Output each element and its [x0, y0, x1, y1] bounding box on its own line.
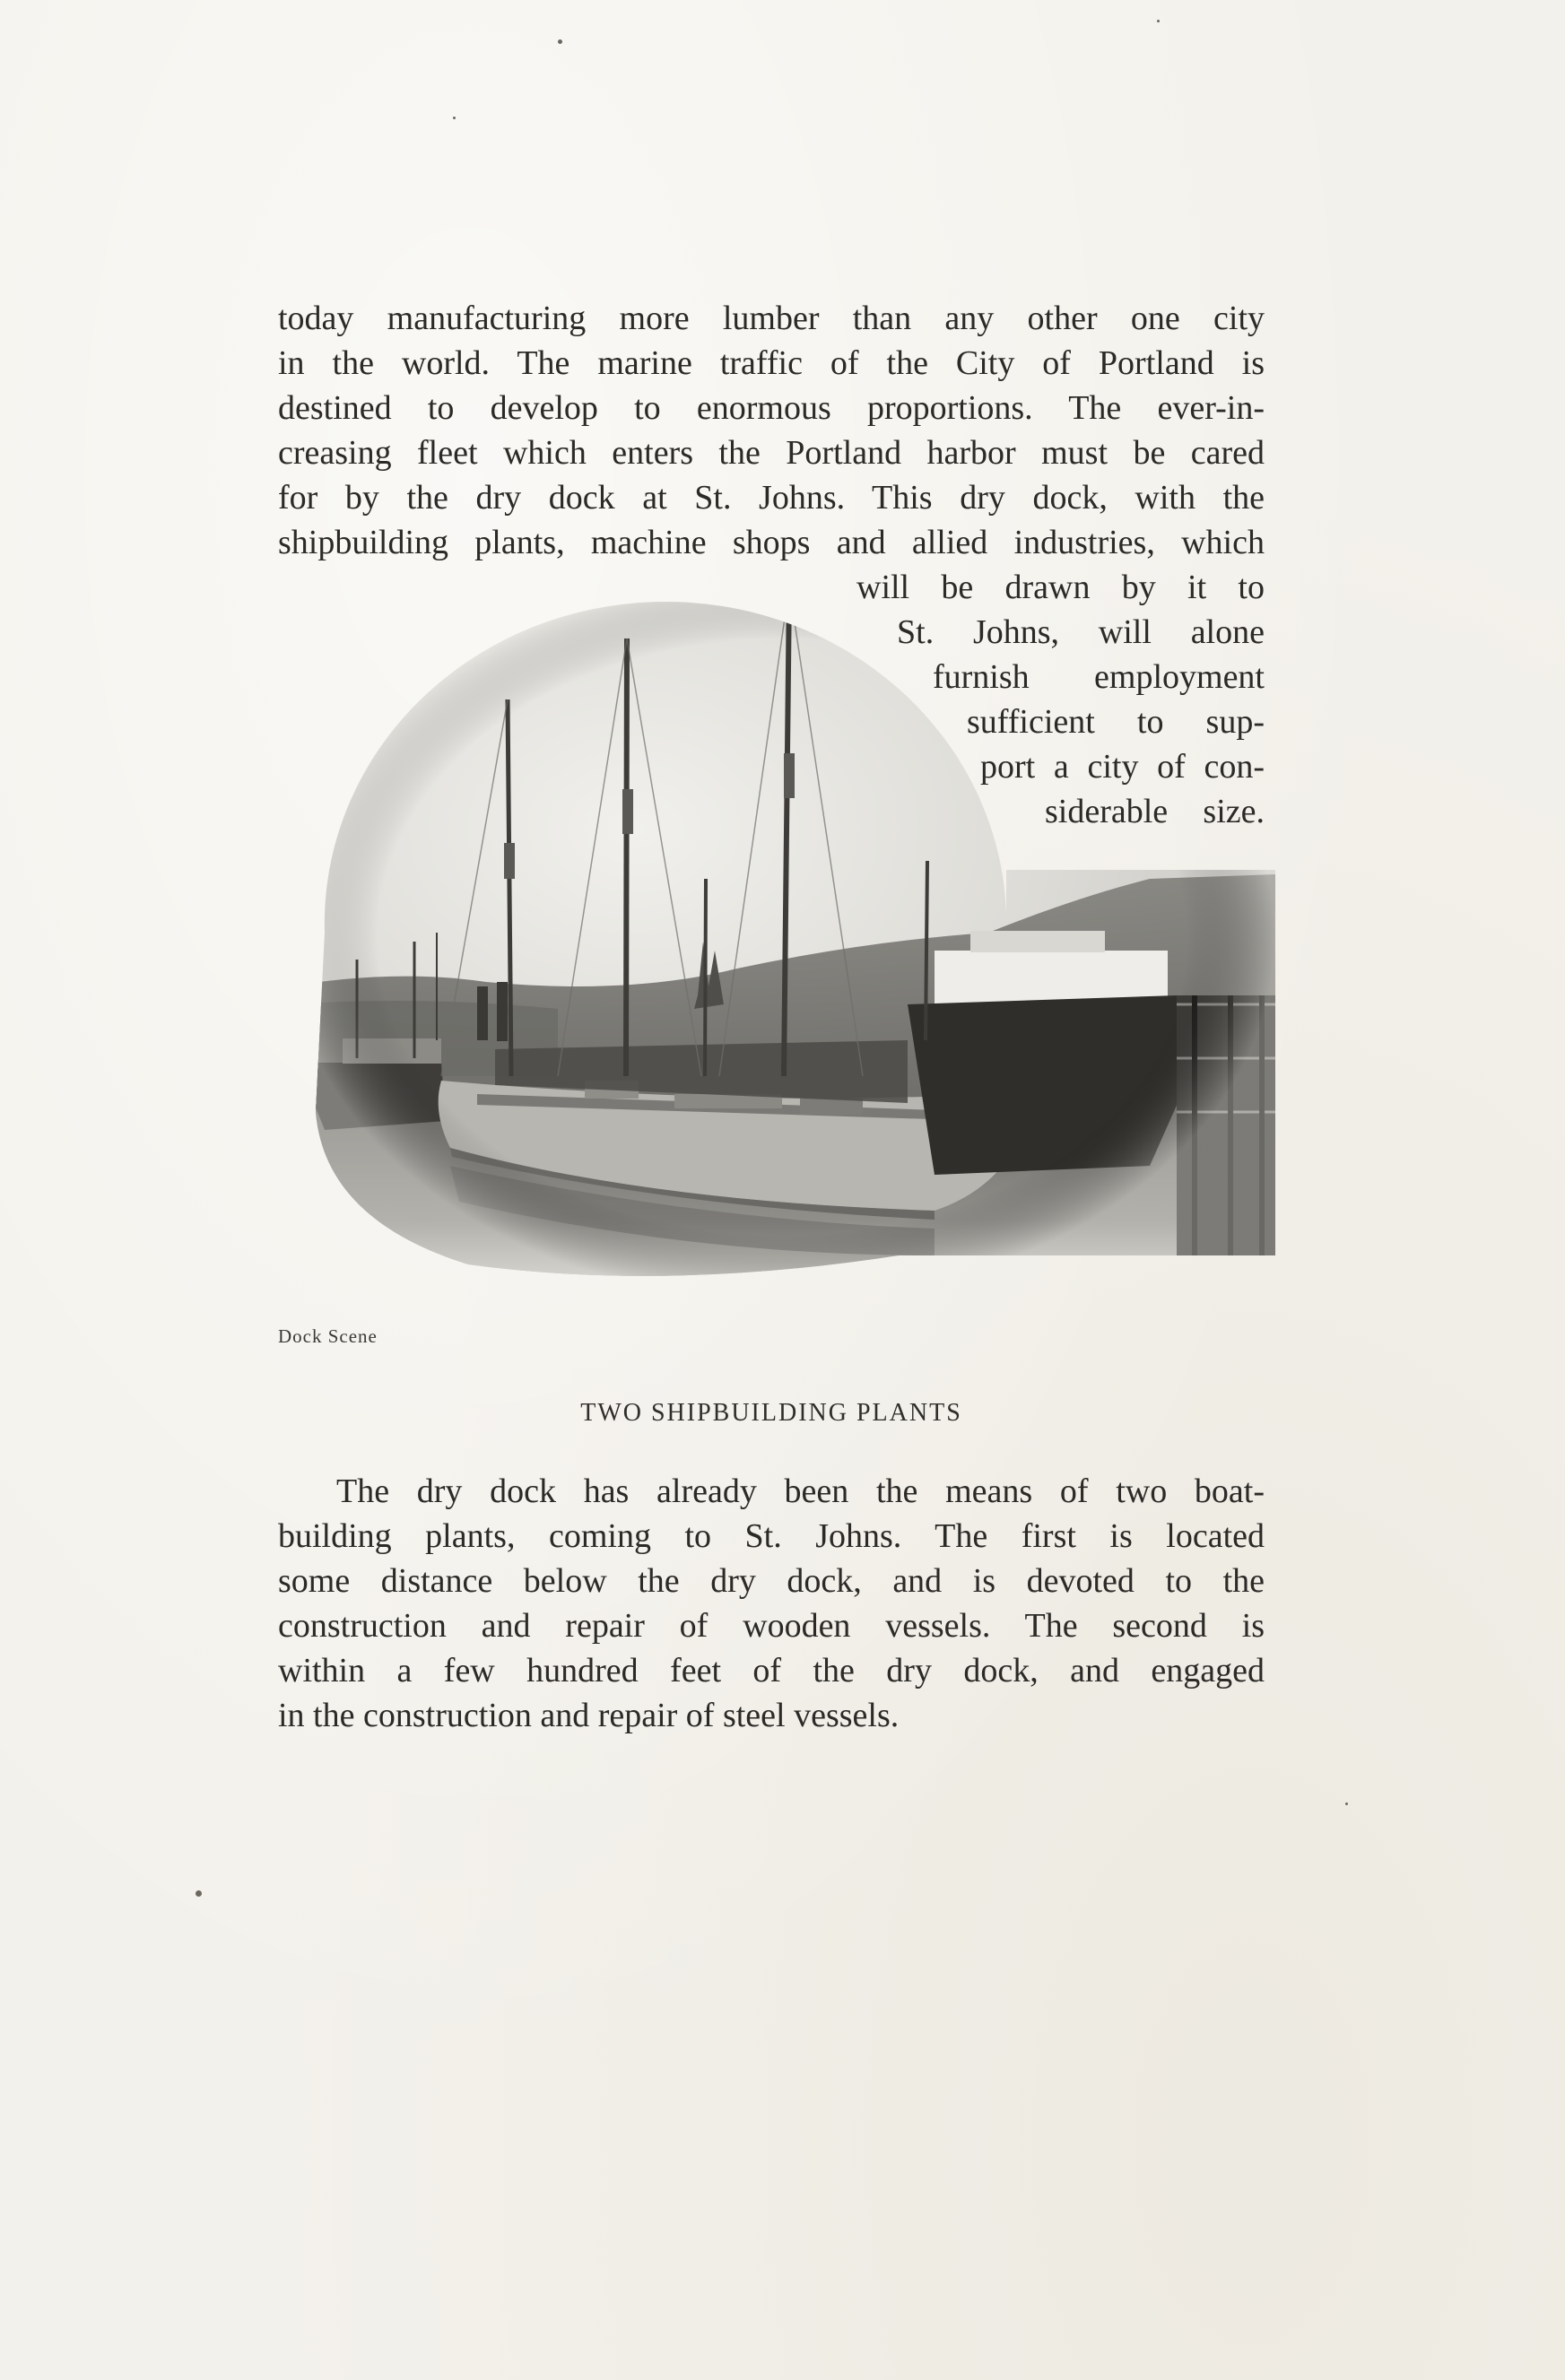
- paragraph-line: within a few hundred feet of the dry dock, and engaged: [278, 1652, 1265, 1689]
- wrapped-paragraph-line: port a city of con-: [980, 748, 1265, 786]
- paper-speck: [196, 1890, 202, 1897]
- wrapped-paragraph-line: St. Johns, will alone: [897, 613, 1265, 651]
- wrapped-paragraph-line: furnish employment: [933, 658, 1265, 696]
- paper-speck: [1157, 20, 1160, 22]
- paragraph-line: today manufacturing more lumber than any other one city: [278, 300, 1265, 337]
- paper-speck: [453, 117, 456, 119]
- paper-speck: [558, 39, 562, 44]
- paragraph-line: in the world. The marine traffic of the City of Portland is: [278, 344, 1265, 382]
- paragraph-line: destined to develop to enormous proportions. The ever-in-: [278, 389, 1265, 427]
- paragraph-line: some distance below the dry dock, and is devoted to the: [278, 1562, 1265, 1600]
- paragraph-line: creasing fleet which enters the Portland harbor must be cared: [278, 434, 1265, 472]
- wrapped-paragraph-line: sufficient to sup-: [967, 703, 1265, 741]
- paper-speck: [1345, 1802, 1348, 1805]
- paragraph-line: shipbuilding plants, machine shops and allied industries, which: [278, 524, 1265, 561]
- paragraph-line: The dry dock has already been the means of two boat-: [336, 1472, 1265, 1510]
- photo-caption: Dock Scene: [278, 1325, 378, 1347]
- paragraph-line: construction and repair of wooden vessels. The second is: [278, 1607, 1265, 1645]
- wrapped-paragraph-line: will be drawn by it to: [856, 569, 1265, 606]
- paragraph-line: for by the dry dock at St. Johns. This dry dock, with the: [278, 479, 1265, 517]
- paragraph-line: in the construction and repair of steel vessels.: [278, 1697, 900, 1734]
- paragraph-line: building plants, coming to St. Johns. The first is located: [278, 1517, 1265, 1555]
- section-heading: TWO SHIPBUILDING PLANTS: [580, 1399, 962, 1427]
- wrapped-paragraph-line: siderable size.: [1045, 793, 1265, 830]
